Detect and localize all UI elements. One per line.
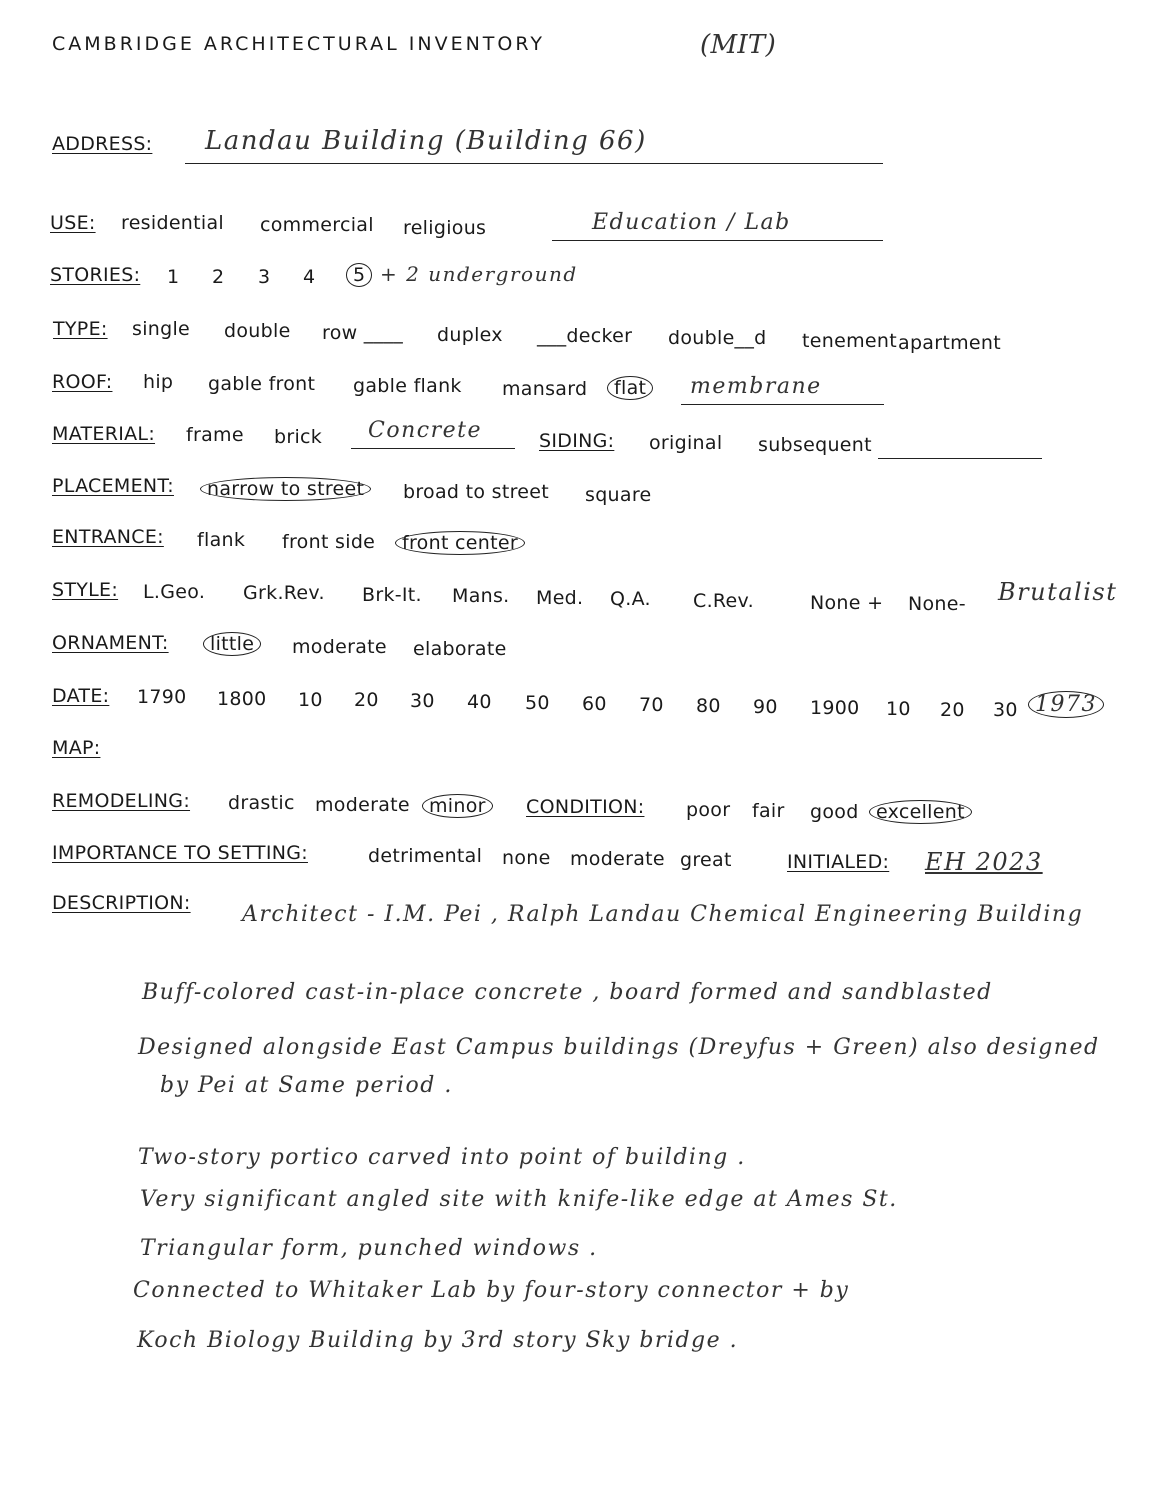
style-label: STYLE: (52, 579, 119, 601)
roof-option: hip (143, 371, 174, 393)
stories-option: 1 (167, 266, 180, 288)
description-line: Two-story portico carved into point of building . (138, 1145, 746, 1170)
date-option: 50 (525, 692, 550, 714)
description-line: Connected to Whitaker Lab by four-story connector + by (133, 1278, 850, 1303)
importance-option: moderate (570, 848, 665, 870)
condition-label: CONDITION: (526, 796, 645, 818)
map-label: MAP: (52, 737, 101, 759)
type-label: TYPE: (53, 318, 108, 340)
date-option: 70 (639, 694, 664, 716)
type-option: ___decker (537, 325, 633, 347)
stories-option: 4 (303, 266, 316, 288)
roof-underline (681, 404, 884, 405)
initialed-value: EH 2023 (925, 848, 1043, 876)
type-option: tenement (802, 330, 897, 352)
condition-option: poor (686, 799, 731, 821)
stories-label: STORIES: (50, 264, 141, 286)
type-option: double__d (668, 327, 767, 349)
roof-selected: flat (615, 377, 653, 399)
date-option: 30 (410, 690, 435, 712)
importance-option: detrimental (368, 845, 483, 867)
description-label: DESCRIPTION: (52, 892, 191, 914)
date-option: 10 (298, 689, 323, 711)
use-underline (552, 240, 883, 241)
entrance-option: flank (197, 529, 246, 551)
use-option: residential (121, 212, 225, 234)
siding-option: original (649, 432, 723, 454)
mit-annotation: (MIT) (700, 30, 777, 60)
siding-option: subsequent (758, 434, 872, 456)
placement-option: square (585, 484, 652, 506)
date-label: DATE: (52, 685, 110, 707)
use-option: religious (403, 217, 487, 239)
remodeling-label: REMODELING: (52, 790, 191, 812)
material-write-in: Concrete (368, 418, 482, 443)
placement-label: PLACEMENT: (52, 475, 174, 497)
placement-option: broad to street (403, 481, 550, 503)
roof-option: mansard (502, 378, 588, 400)
style-option: C.Rev. (693, 590, 754, 612)
style-option: Brk-It. (362, 584, 422, 606)
description-line: Very significant angled site with knife-like edge at Ames St. (140, 1187, 898, 1212)
date-selected: 1973 (1028, 692, 1104, 717)
form-title: CAMBRIDGE ARCHITECTURAL INVENTORY (52, 33, 545, 55)
ornament-selected: little (211, 633, 261, 655)
style-option: L.Geo. (143, 581, 206, 603)
date-option: 1790 (137, 686, 187, 708)
use-write-in: Education / Lab (592, 210, 791, 235)
roof-write-in: membrane (690, 374, 822, 399)
description-line: Buff-colored cast-in-place concrete , board formed and sandblasted (142, 980, 993, 1005)
type-option: apartment (898, 332, 1001, 354)
initialed-label: INITIALED: (787, 851, 890, 873)
style-option: None- (908, 593, 966, 615)
ornament-option: elaborate (413, 638, 507, 660)
roof-option: gable flank (353, 375, 462, 397)
style-option: None + (810, 592, 884, 614)
date-option: 20 (940, 699, 965, 721)
style-option: Mans. (452, 585, 510, 607)
entrance-selected: front center (403, 532, 525, 554)
roof-label: ROOF: (52, 371, 113, 393)
type-option: row ____ (322, 322, 403, 344)
stories-note: + 2 underground (380, 262, 578, 286)
material-option: brick (274, 426, 323, 448)
ornament-option: moderate (292, 636, 387, 658)
stories-option: 2 (212, 266, 225, 288)
importance-option: great (680, 849, 732, 871)
siding-underline (878, 458, 1042, 459)
address-underline (185, 163, 883, 164)
importance-label: IMPORTANCE TO SETTING: (52, 842, 308, 864)
siding-label: SIDING: (539, 430, 615, 452)
date-option: 10 (886, 698, 911, 720)
address-label: ADDRESS: (52, 133, 153, 155)
stories-option: 3 (258, 266, 271, 288)
type-option: duplex (437, 324, 503, 346)
description-line: Designed alongside East Campus buildings (Dreyfus + Green) also designed (138, 1035, 1100, 1060)
date-option: 40 (467, 691, 492, 713)
description-line: Triangular form, punched windows . (140, 1236, 598, 1261)
remodeling-option: moderate (315, 794, 410, 816)
condition-selected: excellent (877, 801, 972, 823)
condition-option: good (810, 801, 859, 823)
stories-selected: 5 (354, 264, 372, 286)
style-write-in: Brutalist (998, 578, 1118, 606)
entrance-option: front side (282, 531, 376, 553)
date-option: 60 (582, 693, 607, 715)
material-label: MATERIAL: (52, 423, 156, 445)
placement-selected: narrow to street (208, 478, 371, 500)
ornament-label: ORNAMENT: (52, 632, 169, 654)
date-option: 80 (696, 695, 721, 717)
importance-option: none (502, 847, 551, 869)
style-option: Med. (536, 587, 584, 609)
date-option: 1900 (810, 697, 860, 719)
use-option: commercial (260, 214, 374, 236)
material-underline (351, 448, 515, 449)
use-label: USE: (50, 212, 96, 234)
style-option: Q.A. (610, 588, 651, 610)
description-line: Architect - I.M. Pei , Ralph Landau Chemical Engineering Building (242, 902, 1084, 927)
style-option: Grk.Rev. (243, 582, 325, 604)
condition-option: fair (752, 800, 785, 822)
date-option: 30 (993, 699, 1018, 721)
description-line: Koch Biology Building by 3rd story Sky bridge . (137, 1328, 739, 1353)
entrance-label: ENTRANCE: (52, 526, 164, 548)
material-option: frame (186, 424, 244, 446)
address-value: Landau Building (Building 66) (205, 126, 647, 156)
type-option: double (224, 320, 291, 342)
remodeling-selected: minor (430, 795, 493, 817)
date-option: 90 (753, 696, 778, 718)
type-option: single (132, 318, 191, 340)
date-option: 1800 (217, 688, 267, 710)
roof-option: gable front (208, 373, 316, 395)
date-option: 20 (354, 689, 379, 711)
description-line: by Pei at Same period . (160, 1073, 453, 1098)
remodeling-option: drastic (228, 792, 295, 814)
